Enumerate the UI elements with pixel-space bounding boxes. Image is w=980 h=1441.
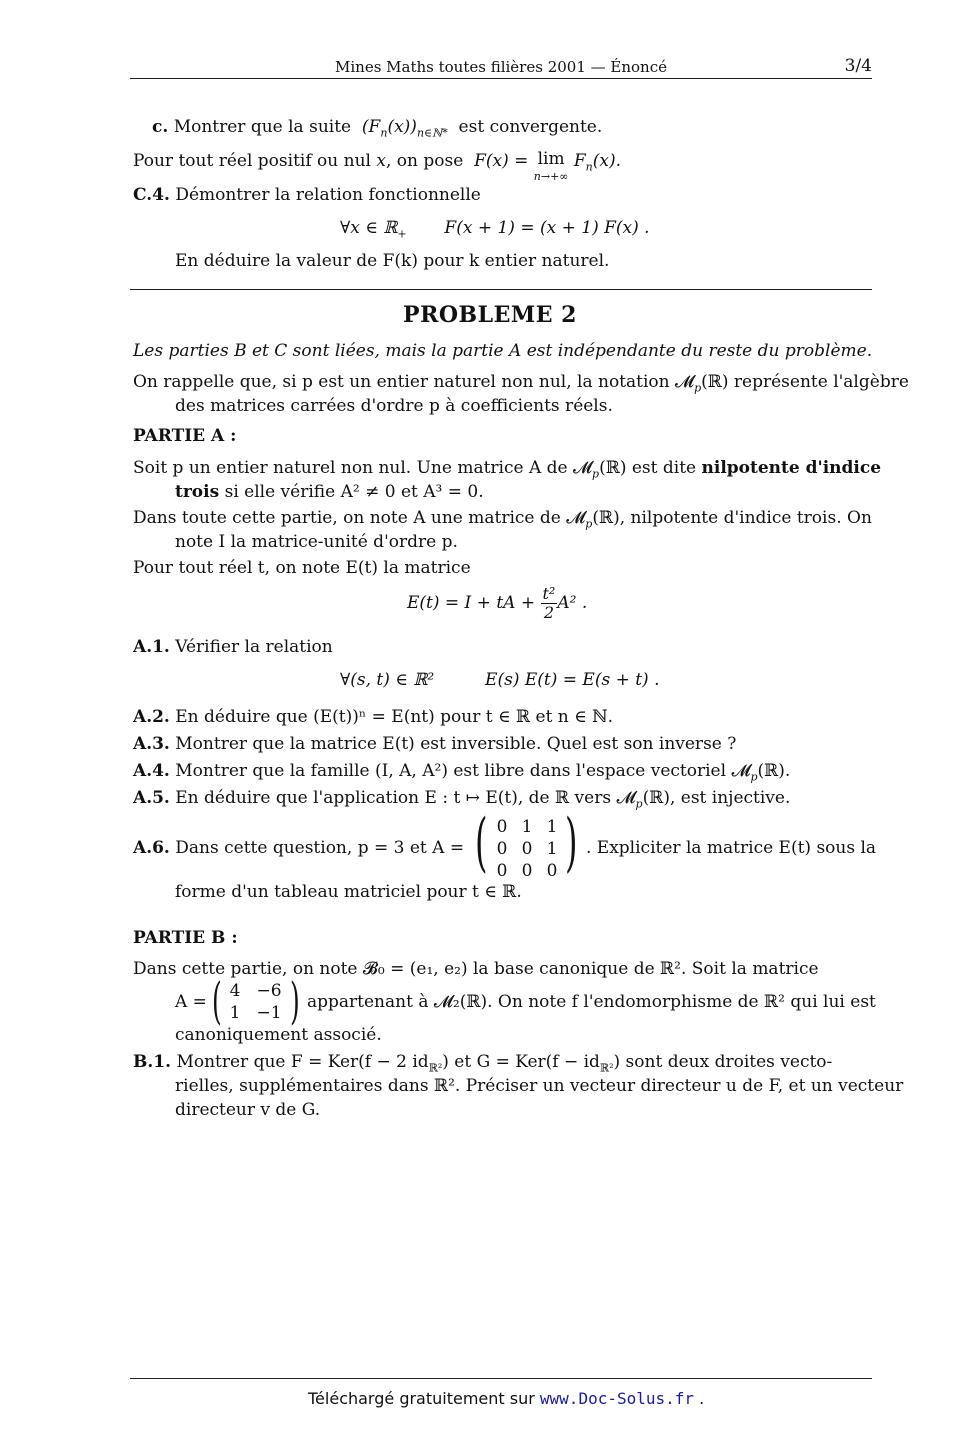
limit-term: $F_n(x)$. [573,151,622,174]
c4-deduce: En déduire la valeur de F(k) pour k entier naturel. [175,251,610,271]
question-a4: A.4. Montrer que la famille (I, A, A²) est libre dans l'espace vectoriel 𝓜$_p$(ℝ). [133,761,791,784]
matrix-cell: 0 [521,839,533,859]
rappel-text-1b: (ℝ) représente l'algèbre [701,372,909,392]
footer-text: Téléchargé gratuitement sur [308,1389,535,1408]
question-a1 [133,637,333,657]
question-a5: A.5. En déduire que l'application E : t ↦ E(t), de ℝ vers 𝓜$_p$(ℝ), est injective. [133,788,791,811]
footer [308,1389,704,1408]
question-b1-text-1b: ) et G = Ker(f − id [442,1052,600,1072]
matrix-cell: 1 [546,817,558,837]
part-b-line-2-pre: A = [175,992,207,1012]
footer-divider [130,1378,872,1379]
question-a6 [133,838,464,858]
sequence-formula: $(F_n(x))_{n\in ℕ*}$ [356,117,448,140]
question-a6-after: . Expliciter la matrice E(t) sous la [586,838,877,858]
rappel-text-1: On rappelle que, si p est un entier naturel non nul, la notation 𝓜 [133,372,695,392]
def-nilpotent-1: Soit p un entier naturel non nul. Une matrice A de 𝓜$_p$(ℝ) est dite nilpotente d'indice [133,458,882,481]
matrix-cell: 0 [496,817,508,837]
def-nilpotent-bold: nilpotente d'indice [701,458,882,478]
question-a2-text: En déduire que (E(t))ⁿ = E(nt) pour t ∈ ℝ et n ∈ ℕ. [175,707,614,727]
question-b1-text-1c: ) sont deux droites vecto- [613,1052,833,1072]
matrix-A-3x3 [475,806,585,882]
question-a6-label: A.6. [133,838,170,858]
def-nilpotent-bold-2: trois [175,482,220,502]
a1-formula-right: E(s) E(t) = E(s + t) . [485,670,660,690]
matrix-cell: 4 [229,981,241,1001]
right-paren: ) [290,972,300,1030]
def-nilpotent-2 [175,482,484,502]
left-paren: ( [212,972,222,1030]
question-c [152,117,602,139]
dans-line-2: note I la matrice-unité d'ordre p. [175,532,458,552]
question-a3-label: A.3. [133,734,170,754]
matrix-cell: −6 [256,981,282,1001]
page-number: 3/4 [844,56,872,76]
part-b-heading-text: PARTIE B : [133,928,238,948]
part-b-line-2-post: appartenant à 𝓜₂(ℝ). On note f l'endomorphisme de ℝ² qui lui est [307,992,876,1012]
dans-line-1: Dans toute cette partie, on note A une matrice de 𝓜$_p$(ℝ), nilpotente d'indice trois. On [133,508,872,531]
definition-F [133,151,621,185]
part-b-line-3: canoniquement associé. [175,1025,382,1045]
question-a4-label: A.4. [133,761,170,781]
question-a4-text: Montrer que la famille (I, A, A²) est libre dans l'espace vectoriel 𝓜 [175,761,751,781]
definition-F-mid: , on pose [385,151,464,171]
question-c-text: Montrer que la suite [173,117,352,137]
question-a1-label: A.1. [133,637,170,657]
limit-formula: F(x) = [468,151,534,171]
question-a6-line2: forme d'un tableau matriciel pour t ∈ ℝ. [175,882,522,902]
question-c-label: c. [152,117,169,137]
question-a4-tail: (ℝ). [757,761,791,781]
matrix-cell: −1 [256,1003,282,1023]
pour-t-line: Pour tout réel t, on note E(t) la matrice [133,558,471,578]
E-of-t-formula: E(t) = I + tA + $\frac{\text{t²}}{2}$ A² . [407,584,588,622]
matrix-cell: 1 [521,817,533,837]
question-b1-line-3: directeur v de G. [175,1100,321,1120]
part-b-line-1: Dans cette partie, on note 𝓑₀ = (e₁, e₂) la base canonique de ℝ². Soit la matrice [133,959,819,979]
question-c4-label: C.4. [133,185,170,205]
dans-text-1: Dans toute cette partie, on note A une matrice de 𝓜 [133,508,586,528]
a1-formula-left: ∀(s, t) ∈ ℝ² [340,670,435,690]
question-b1: B.1. Montrer que F = Ker(f − 2 $id_{ℝ^2}$) et $G = Ker(f - id_{ℝ^2})$ sont deux droites vecto- [133,1052,833,1075]
rappel-line-1: On rappelle que, si p est un entier naturel non nul, la notation 𝓜$_p$(ℝ) représente l'algèbre [133,372,909,395]
question-a6-text: Dans cette question, p = 3 et A = [175,838,465,858]
header-title: Mines Maths toutes filières 2001 — Énoncé [335,58,667,76]
footer-link[interactable]: www.Doc-Solus.fr [539,1389,695,1408]
footer-end: . [699,1389,705,1408]
matrix-A-2x2 [212,972,304,1030]
question-b1-text-1: Montrer que F = Ker(f − 2 id [176,1052,429,1072]
rappel-line-2: des matrices carrées d'ordre p à coefficients réels. [175,396,613,416]
question-b1-label: B.1. [133,1052,172,1072]
question-c4-text: Démontrer la relation fonctionnelle [175,185,481,205]
part-a-heading-text: PARTIE A : [133,426,237,446]
def-nilpotent-text-b: (ℝ) est dite [599,458,697,478]
question-a5-label: A.5. [133,788,170,808]
problem-intro [133,341,872,361]
left-paren: ( [475,806,488,880]
matrix-cell: 0 [496,839,508,859]
problem-title: PROBLEME 2 [403,302,577,328]
matrix-cell: 0 [546,861,558,881]
question-a2 [133,707,613,727]
question-a5-text: En déduire que l'application E : t ↦ E(t), de ℝ vers 𝓜 [175,788,636,808]
definition-F-text: Pour tout réel positif ou nul [133,151,371,171]
section-divider [130,289,872,290]
matrix-cell: 0 [496,861,508,881]
functional-relation: ∀x ∈ ℝ$_+$ F(x + 1) = (x + 1) F(x) . [340,218,650,241]
problem-intro-text: Les parties B et C sont liées, mais la partie A est indépendante du reste du problème. [133,341,873,361]
question-a1-text: Vérifier la relation [175,637,333,657]
question-b1-line-2: rielles, supplémentaires dans ℝ². Préciser un vecteur directeur u de F, et un vecteur [175,1076,904,1096]
part-b-heading [133,928,238,948]
question-c-tail: est convergente. [458,117,603,137]
matrix-cell: 1 [229,1003,241,1023]
right-paren: ) [565,806,578,880]
fraction-t2-over-2: $\frac{\text{t²}}{2}$ [542,584,556,622]
dans-text-1b: (ℝ), nilpotente d'indice trois. On [592,508,872,528]
part-a-heading [133,426,236,446]
page-header [130,56,872,79]
question-c4 [133,185,481,205]
lim-operator: lim n→+∞ [533,149,569,183]
question-a2-label: A.2. [133,707,170,727]
var-x: x [376,151,386,171]
question-a3 [133,734,736,754]
question-a5-tail: (ℝ), est injective. [642,788,791,808]
matrix-cell: 0 [521,861,533,881]
def-nilpotent-text-a: Soit p un entier naturel non nul. Une matrice A de 𝓜 [133,458,593,478]
question-a3-text: Montrer que la matrice E(t) est inversible. Quel est son inverse ? [175,734,737,754]
def-nilpotent-rest: si elle vérifie A² ≠ 0 et A³ = 0. [224,482,484,502]
a1-formula [340,670,660,690]
matrix-cell: 1 [546,839,558,859]
